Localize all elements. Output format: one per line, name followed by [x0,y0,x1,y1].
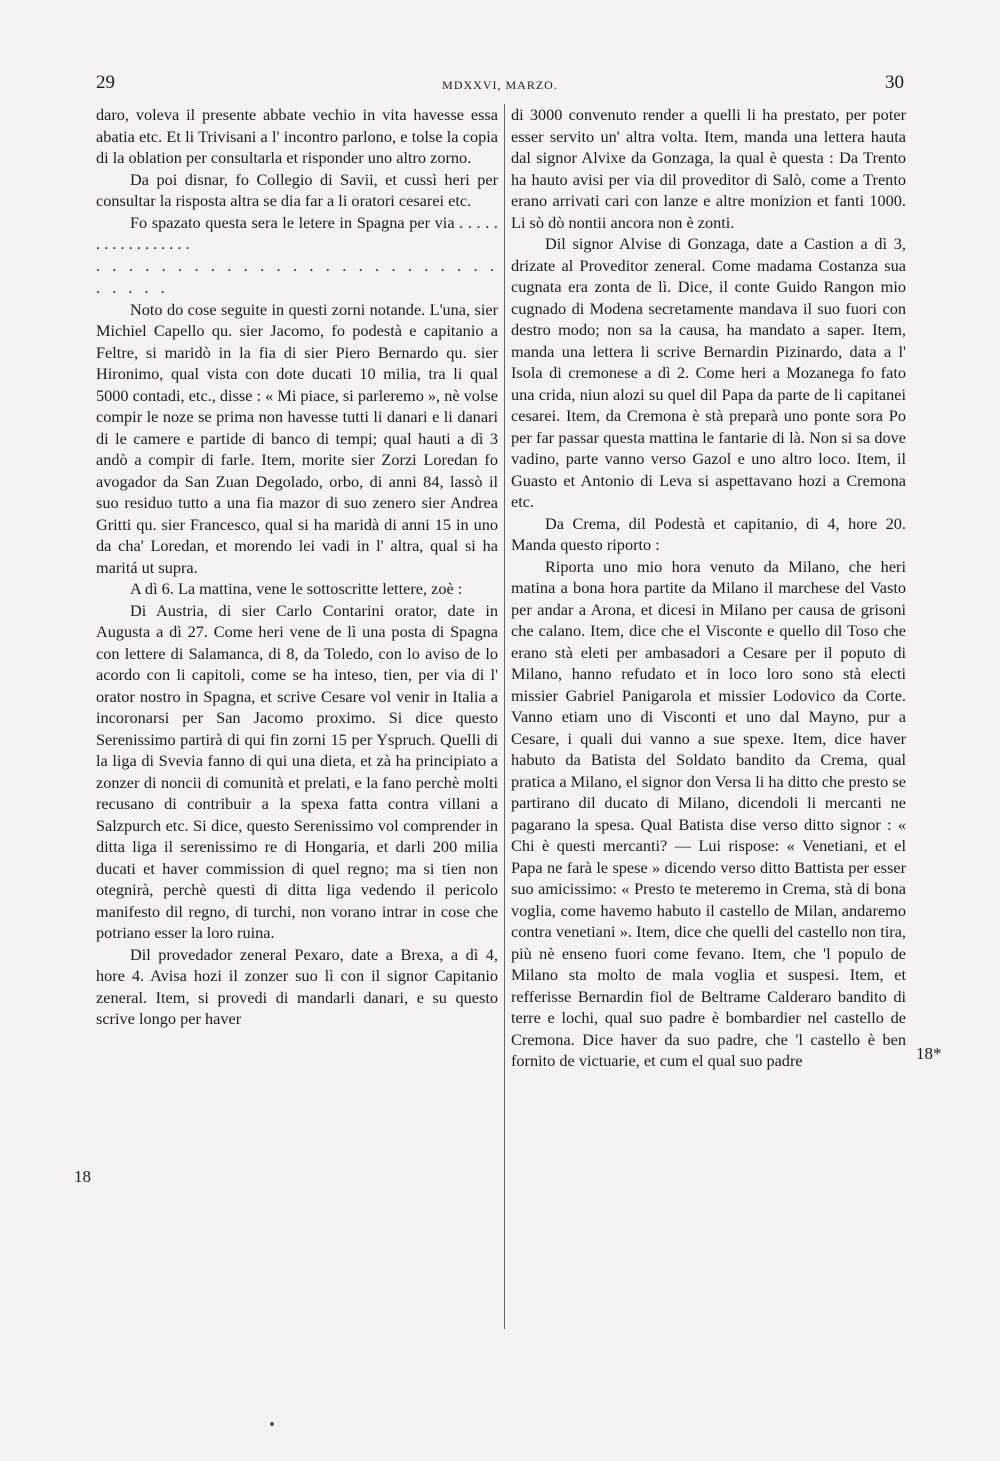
paragraph: Dil provedador zeneral Pexaro, date a Brexa, a dì 4, hore 4. Avisa hozi il zonzer suo lì con il signor Capitanio zeneral. Item, si provedi di mandarli danari, e su questo scrive longo per haver [96,944,498,1028]
left-text-column [96,104,498,1030]
ellipsis-line: . . . . . . . . . . . . . . . . . . . . . . . . . . . . . . [96,255,498,297]
left-page-number: 29 [96,72,115,93]
paragraph: Da Crema, dil Podestà et capitanio, di 4, hore 20. Manda questo riporto : [511,513,906,554]
paragraph: Da poi disnar, fo Collegio di Savii, et cussì heri per consultar la risposta altra se dia far a li oratori cesarei etc. [96,169,498,210]
margin-note-left: 18 [74,1167,91,1186]
paragraph: di 3000 convenuto render a quelli li ha prestato, per poter esser servito un' altra volta. Item, manda una lettera hauta dal signor Alvixe da Gonzaga, la qual è questa : Da Trento ha hauto avisi per via dil proveditor di Salò, come a Trento erano arrivati cari con lanze e altre monizion et fanti 1000. Li sò dò nontii ancora non è zonti. [511,105,906,232]
running-title: MDXXVI, MARZO. [442,78,558,92]
paragraph: Riporta uno mio hora venuto da Milano, che heri matina a bona hora partite da Milano il marchese del Vasto per andar a Arona, et dicesi in Milano per causa de grisoni che calano. Item, dice che el Visconte e quello dil Toso che erano stà eleti per ambasadori a Cesare per il poputo di Milano, hanno refudato et in loco loro sono stà electi missier Gabriel Panigarola et missier Lodovico da Corte. Vanno etiam uno di Visconti et uno dal Mayno, pur a Cesare, i quali dui vanno a sue spexe. Item, dice haver habuto da Batista del Soldato bandito da Crema, qual pratica a Milano, el signor don Versa li ha ditto che presto se partirano dil ducato di Milano, dicendoli li mercanti ne pagarano la spesa. Qual Batista dise verso ditto signor : « Chi è questi mercanti? — Lui rispose: « Venetiani, et el Papa ne farà le spese » dicendo verso ditto Battista per esser suo amicissimo: « Presto te meteremo in Crema, stà di bona voglia, come havemo habuto il castello de Milan, andaremo contra venetiani ». Item, dice che quelli del castello non tira, più nè enseno fuori come fevano. Item, che 'l populo de Milano sta molto de mala voglia et suspesi. Item, et refferisse Bernardin fiol de Beltrame Calderaro bandito di terre e lochi, qual suo padre è bombardier nel castello de Cremona. Dice haver da suo padre, che 'l castello è ben fornito de victuarie, et cum el qual suo padre [511,556,906,1070]
right-text-column [511,104,906,1072]
paragraph: Noto do cose seguite in questi zorni notande. L'una, sier Michiel Capello qu. sier Jacomo, fo podestà e capitanio a Feltre, si maridò in la fia di sier Piero Bernardo qu. sier Hironimo, qual vista con dote ducati 10 milia, tra li qual 5000 contadi, etc., disse : « Mi piace, si parleremo », nè volse compir le noze se prima non havesse tutti li danari e li danari di le camere e partide di banco di tempi; qual hauti a dì 3 andò a compir di farle. Item, morite sier Zorzi Loredan fo avogador da San Zuan Degolado, orbo, di anni 84, lassò il suo residuo tutto a una fia mazor di suo zenero sier Andrea Gritti qu. sier Francesco, qual si ha maridà di anni 15 in uno da cha' Loredan, et morendo lei vadi in l' altra, qual si ha maritá ut supra. [96,299,498,577]
paragraph: Fo spazato questa sera le letere in Spagna per via . . . . . . . . . . . . . . . . . [96,212,498,253]
margin-note-right: 18* [916,1044,942,1063]
right-page-number: 30 [885,72,904,93]
paragraph: A dì 6. La mattina, vene le sottoscritte lettere, zoè : [130,579,463,598]
paragraph: Dil signor Alvise di Gonzaga, date a Castion a dì 3, drizate al Proveditor zeneral. Come madama Costanza sua cugnata era zonta de lì. Dice, il conte Guido Rangon mio cugnado di Modena secretamente mandava il suo fuori con destro modo; non sa la causa, ha mandato a saper. Item, manda una lettera li scrive Bernardin Pizinardo, data a l' Isola di cremonese a dì 2. Come heri a Mozanega fo fato una crida, niun alozi su quel dil Papa da parte de li capitanei cesarei. Item, da Cremona è stà preparà uno ponte sora Po per far passar questa mattina le fantarie di là. Non si sa dove vadino, parte vanno verso Gazol e uno altro loco. Item, il Guasto et Antonio di Leva si aspettavano hozi a Cremona etc. [511,234,906,511]
paragraph: Di Austria, di sier Carlo Contarini orator, date in Augusta a dì 27. Come heri vene de lì una posta di Spagna con lettere di Salamanca, di 8, da Toledo, con lo aviso de lo acordo con li capitoli, come se ha inteso, tien, per via di l' orator nostro in Spagna, et scrive Cesare vol venir in Italia a incoronarsi per San Jacomo proximo. Si dice questo Serenissimo partirà di qui fin zorni 15 per Yspruch. Quelli di la liga di Svevia fanno di qui una dieta, et zà ha principiato a zonzer di noncii di comunità et prelati, e la fano perchè molti recusano di contribuir a la spexa fatta contra villani a Salzpurch etc. Si dice, questo Serenissimo vol comprender in ditta liga il serenissimo re di Hongaria, et darli 200 milia ducati et haver commission di quel regno; ma si tien non otegnirà, perchè questi di ditta liga vedendo il pericolo manifesto dil regno, di turchi, non vorano intrar in cose che potriano esser la loro ruina. [96,600,498,942]
paragraph: daro, voleva il presente abbate vechio in vita havesse essa abatia etc. Et li Trivisani a l' incontro parlono, e tolse la copia di la oblation per consultarla et risponder uno altro zorno. [96,105,498,167]
ink-speck [270,1422,274,1426]
column-divider [504,104,505,1329]
